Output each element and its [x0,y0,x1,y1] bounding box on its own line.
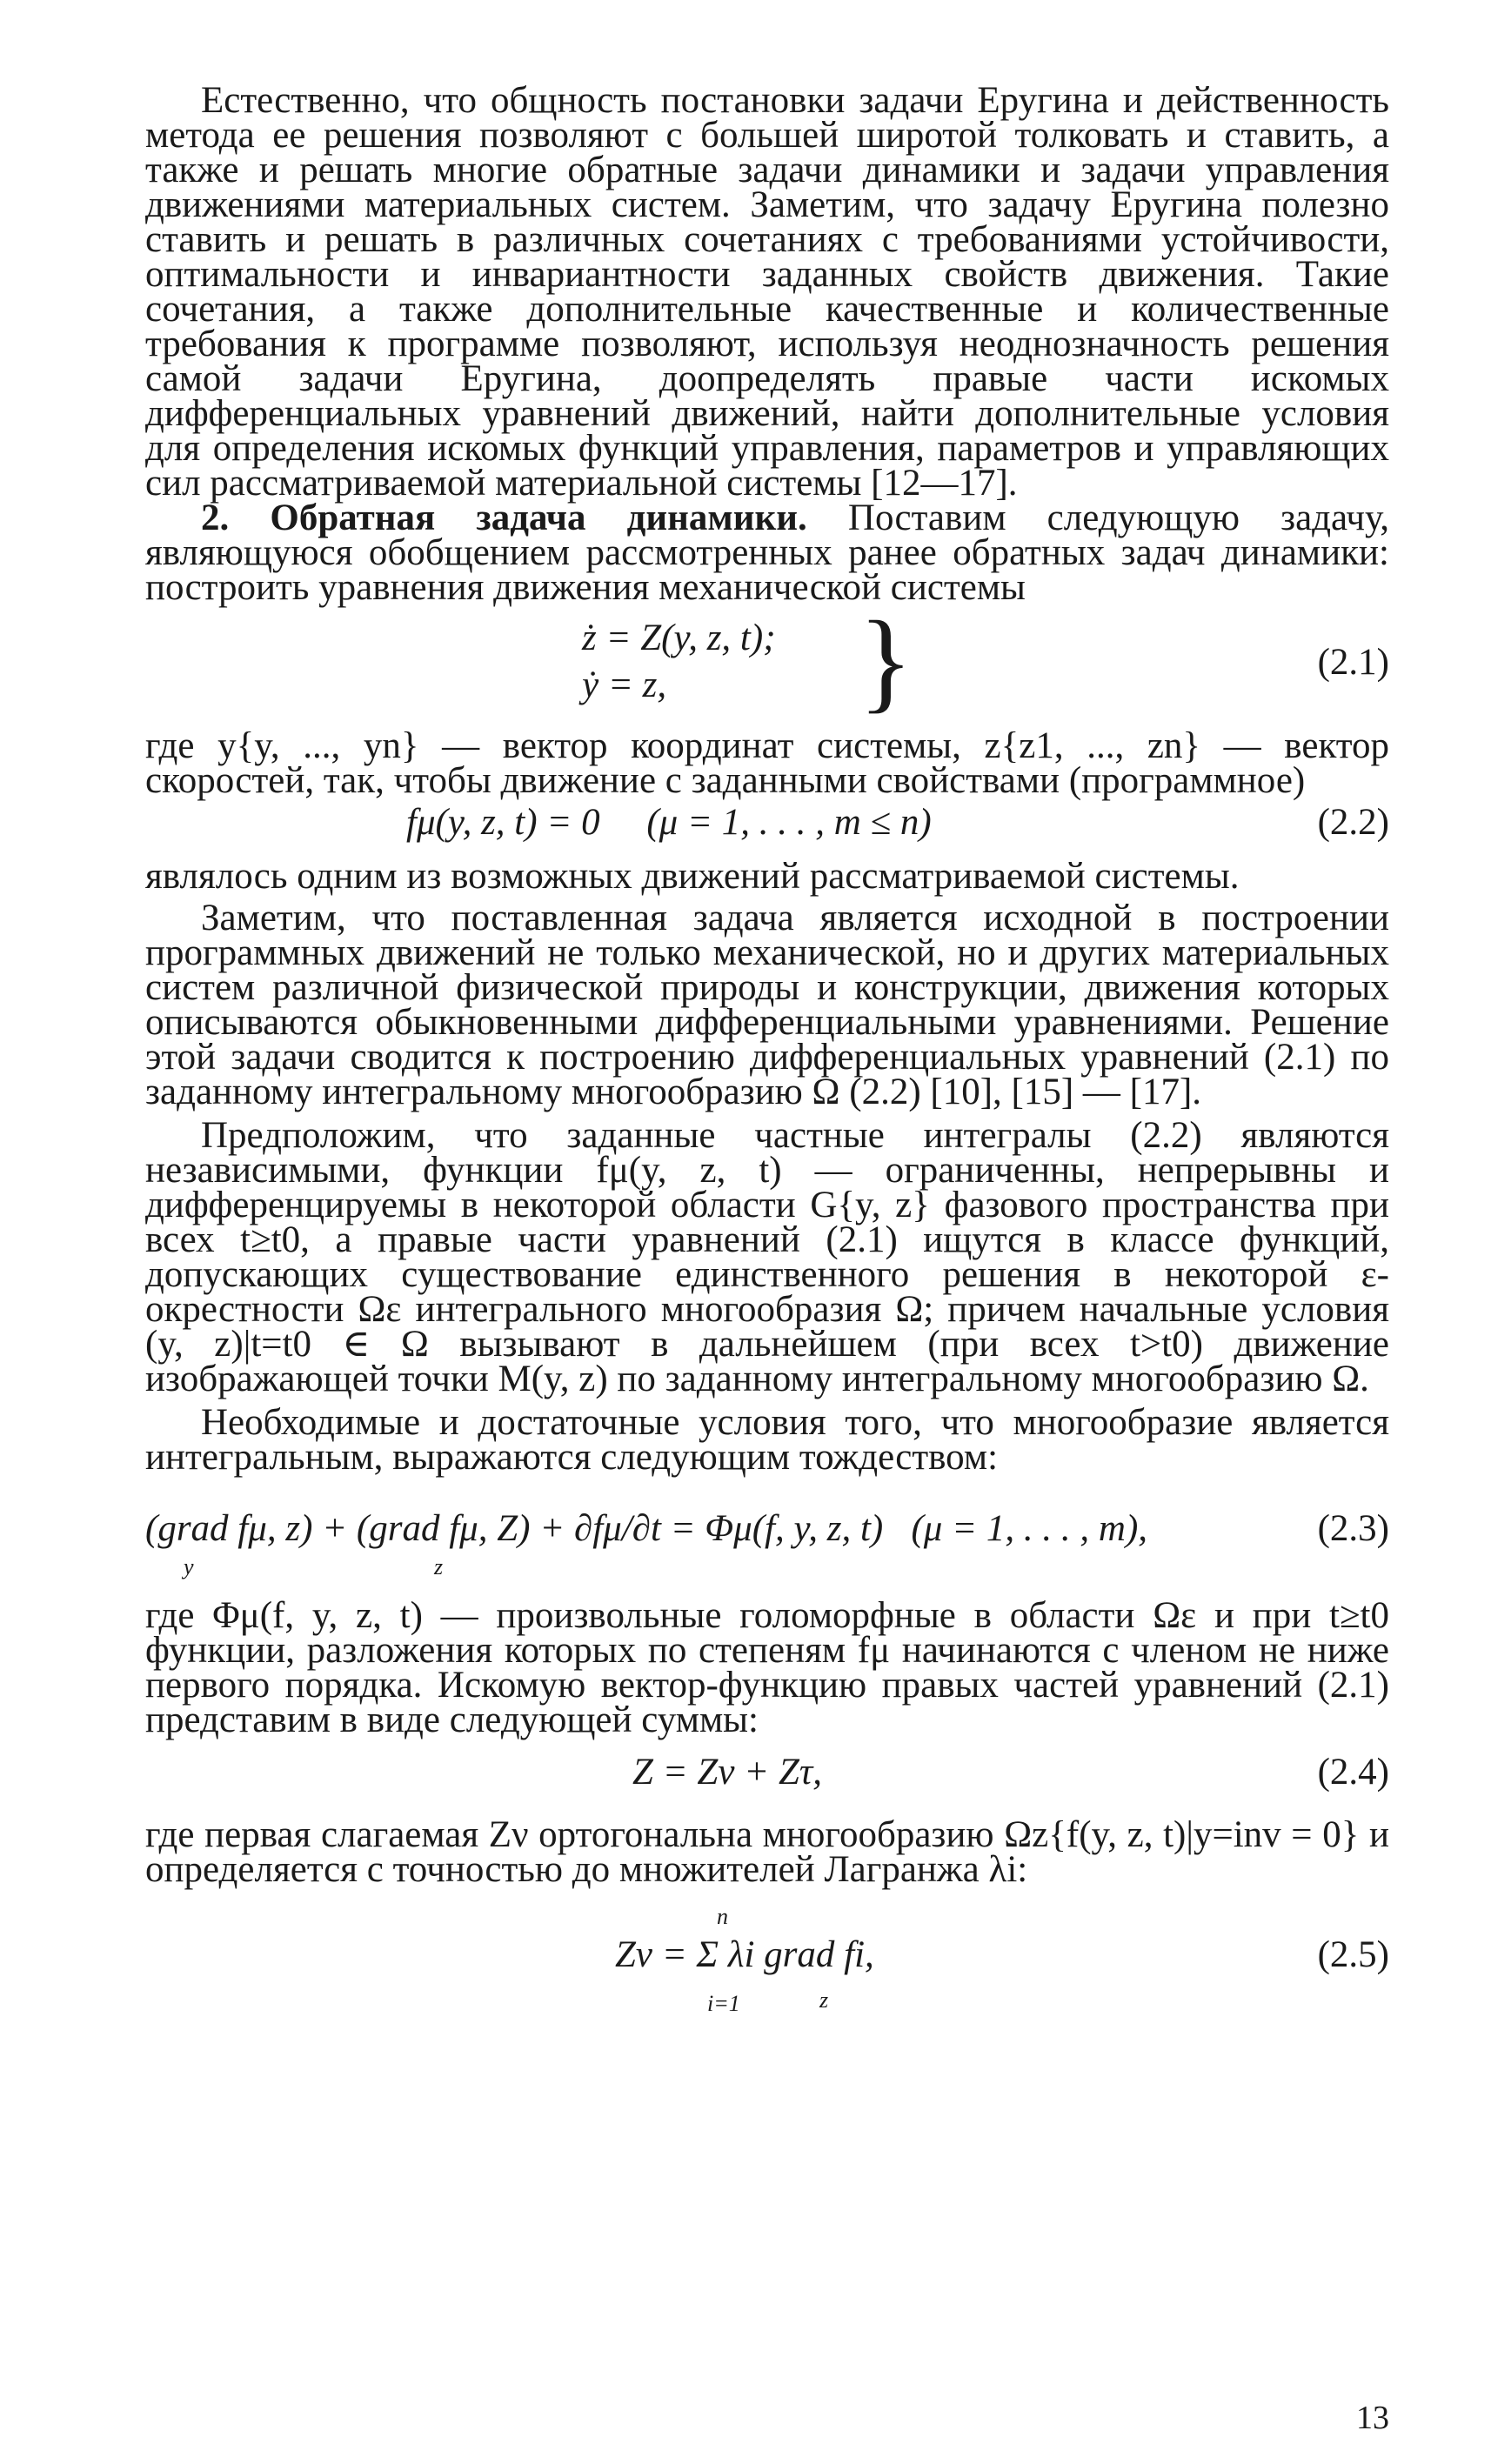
subscript-z: z [819,1987,829,2013]
equation-2-4-body: Z = Zν + Zτ, [632,1752,823,1793]
equation-2-4 [145,1750,1389,1799]
equation-number: (2.1) [1317,642,1389,683]
paragraph-6: Предположим, что заданные частные интегралы (2.2) являются независимыми, функции fμ(y, z, t) — ограниченны, непрерывны и дифференцируемы в некоторой области G{y, z} фазового пространства при всех t≥t0, а правые части уравнений (2.1) ищутся в классе функций, допускающих существование единственного решения в некоторой ε-окрестности Ωε интегрального многообразия Ω; причем начальные условия (y, z)|t=t0 ∈ Ω вызывают в дальнейшем (при всех t>t0) движение изображающей точки M(y, z) по заданному интегральному многообразию Ω. [145,1115,1389,1399]
equation-2-3-body: (grad fμ, z) + (grad fμ, Z) + ∂fμ/∂t = Φμ(f, y, z, t) (μ = 1, . . . , m), [145,1508,1148,1549]
subscript-z: z [434,1554,444,1579]
page-number: 13 [1356,2400,1389,2436]
paragraph-7: Необходимые и достаточные условия того, что многообразие является интегральным, выражаются следующим тождеством: [145,1402,1389,1478]
equation-2-1 [145,598,1389,724]
equation-number: (2.3) [1317,1508,1389,1549]
paragraph-2-text: Поставим следующую задачу, являющуюся обобщением рассмотренных ранее обратных задач динамики: построить уравнения движения механической системы [145,497,1389,608]
equation-number: (2.5) [1317,1934,1389,1975]
equation-2-2-body: fμ(y, z, t) = 0 (μ = 1, . . . , m ≤ n) [406,802,932,843]
equation-number: (2.2) [1317,802,1389,843]
paragraph-1: Естественно, что общность постановки задачи Еругина и действенность метода ее решения позволяют с большей широтой толковать и ставить, а также и решать многие обратные задачи динамики и задачи управления движениями материальных систем. Заметим, что задачу Еругина полезно ставить и решать в различных сочетаниях с требованиями устойчивости, оптимальности и инвариантности заданных свойств движения. Такие сочетания, а также дополнительные качественные и количественные требования к программе позволяют, используя неоднозначность решения самой задачи Еругина, доопределять правые части искомых дифференциальных уравнений движений, найти дополнительные условия для определения искомых функций управления, параметров и управляющих сил рассматриваемой материальной системы [12—17]. [145,80,1389,504]
equation-2-5 [145,1900,1389,2016]
equation-2-1-line-2: ẏ = z, [582,664,667,705]
equation-2-3 [145,1487,1389,1583]
sum-upper-limit: n [717,1904,728,1929]
right-brace: } [859,598,913,724]
paragraph-2 [145,497,1389,608]
sum-lower-limit: i=1 [707,1991,740,2016]
section-heading: 2. Обратная задача динамики. [201,497,807,538]
equation-2-5-body: Zν = Σ λi grad fi, [615,1934,874,1975]
equation-2-1-line-1: ż = Z(y, z, t); [582,618,776,658]
equation-number: (2.4) [1317,1752,1389,1793]
paragraph-4: являлось одним из возможных движений рассматриваемой системы. [145,856,1240,897]
paragraph-3: где y{y, ..., yn} — вектор координат системы, z{z1, ..., zn} — вектор скоростей, так, чтобы движение с заданными свойствами (программное) [145,725,1389,801]
equation-2-2 [145,802,1389,845]
subscript-y: y [184,1554,194,1579]
paragraph-9: где первая слагаемая Zν ортогональна многообразию Ωz{f(y, z, t)|y=inv = 0} и определяется с точностью до множителей Лагранжа λi: [145,1814,1389,1890]
paragraph-5: Заметим, что поставленная задача является исходной в построении программных движений не только механической, но и других материальных систем различной физической природы и конструкции, движения которых описываются обыкновенными дифференциальными уравнениями. Решение этой задачи сводится к построению дифференциальных уравнений (2.1) по заданному интегральному многообразию Ω (2.2) [10], [15] — [17]. [145,898,1389,1112]
text-column [145,80,1389,2016]
paragraph-8: где Φμ(f, y, z, t) — произвольные голоморфные в области Ωε и при t≥t0 функции, разложения которых по степеням fμ начинаются с членом не ниже первого порядка. Искомую вектор-функцию правых частей уравнений (2.1) представим в виде следующей суммы: [145,1595,1389,1740]
